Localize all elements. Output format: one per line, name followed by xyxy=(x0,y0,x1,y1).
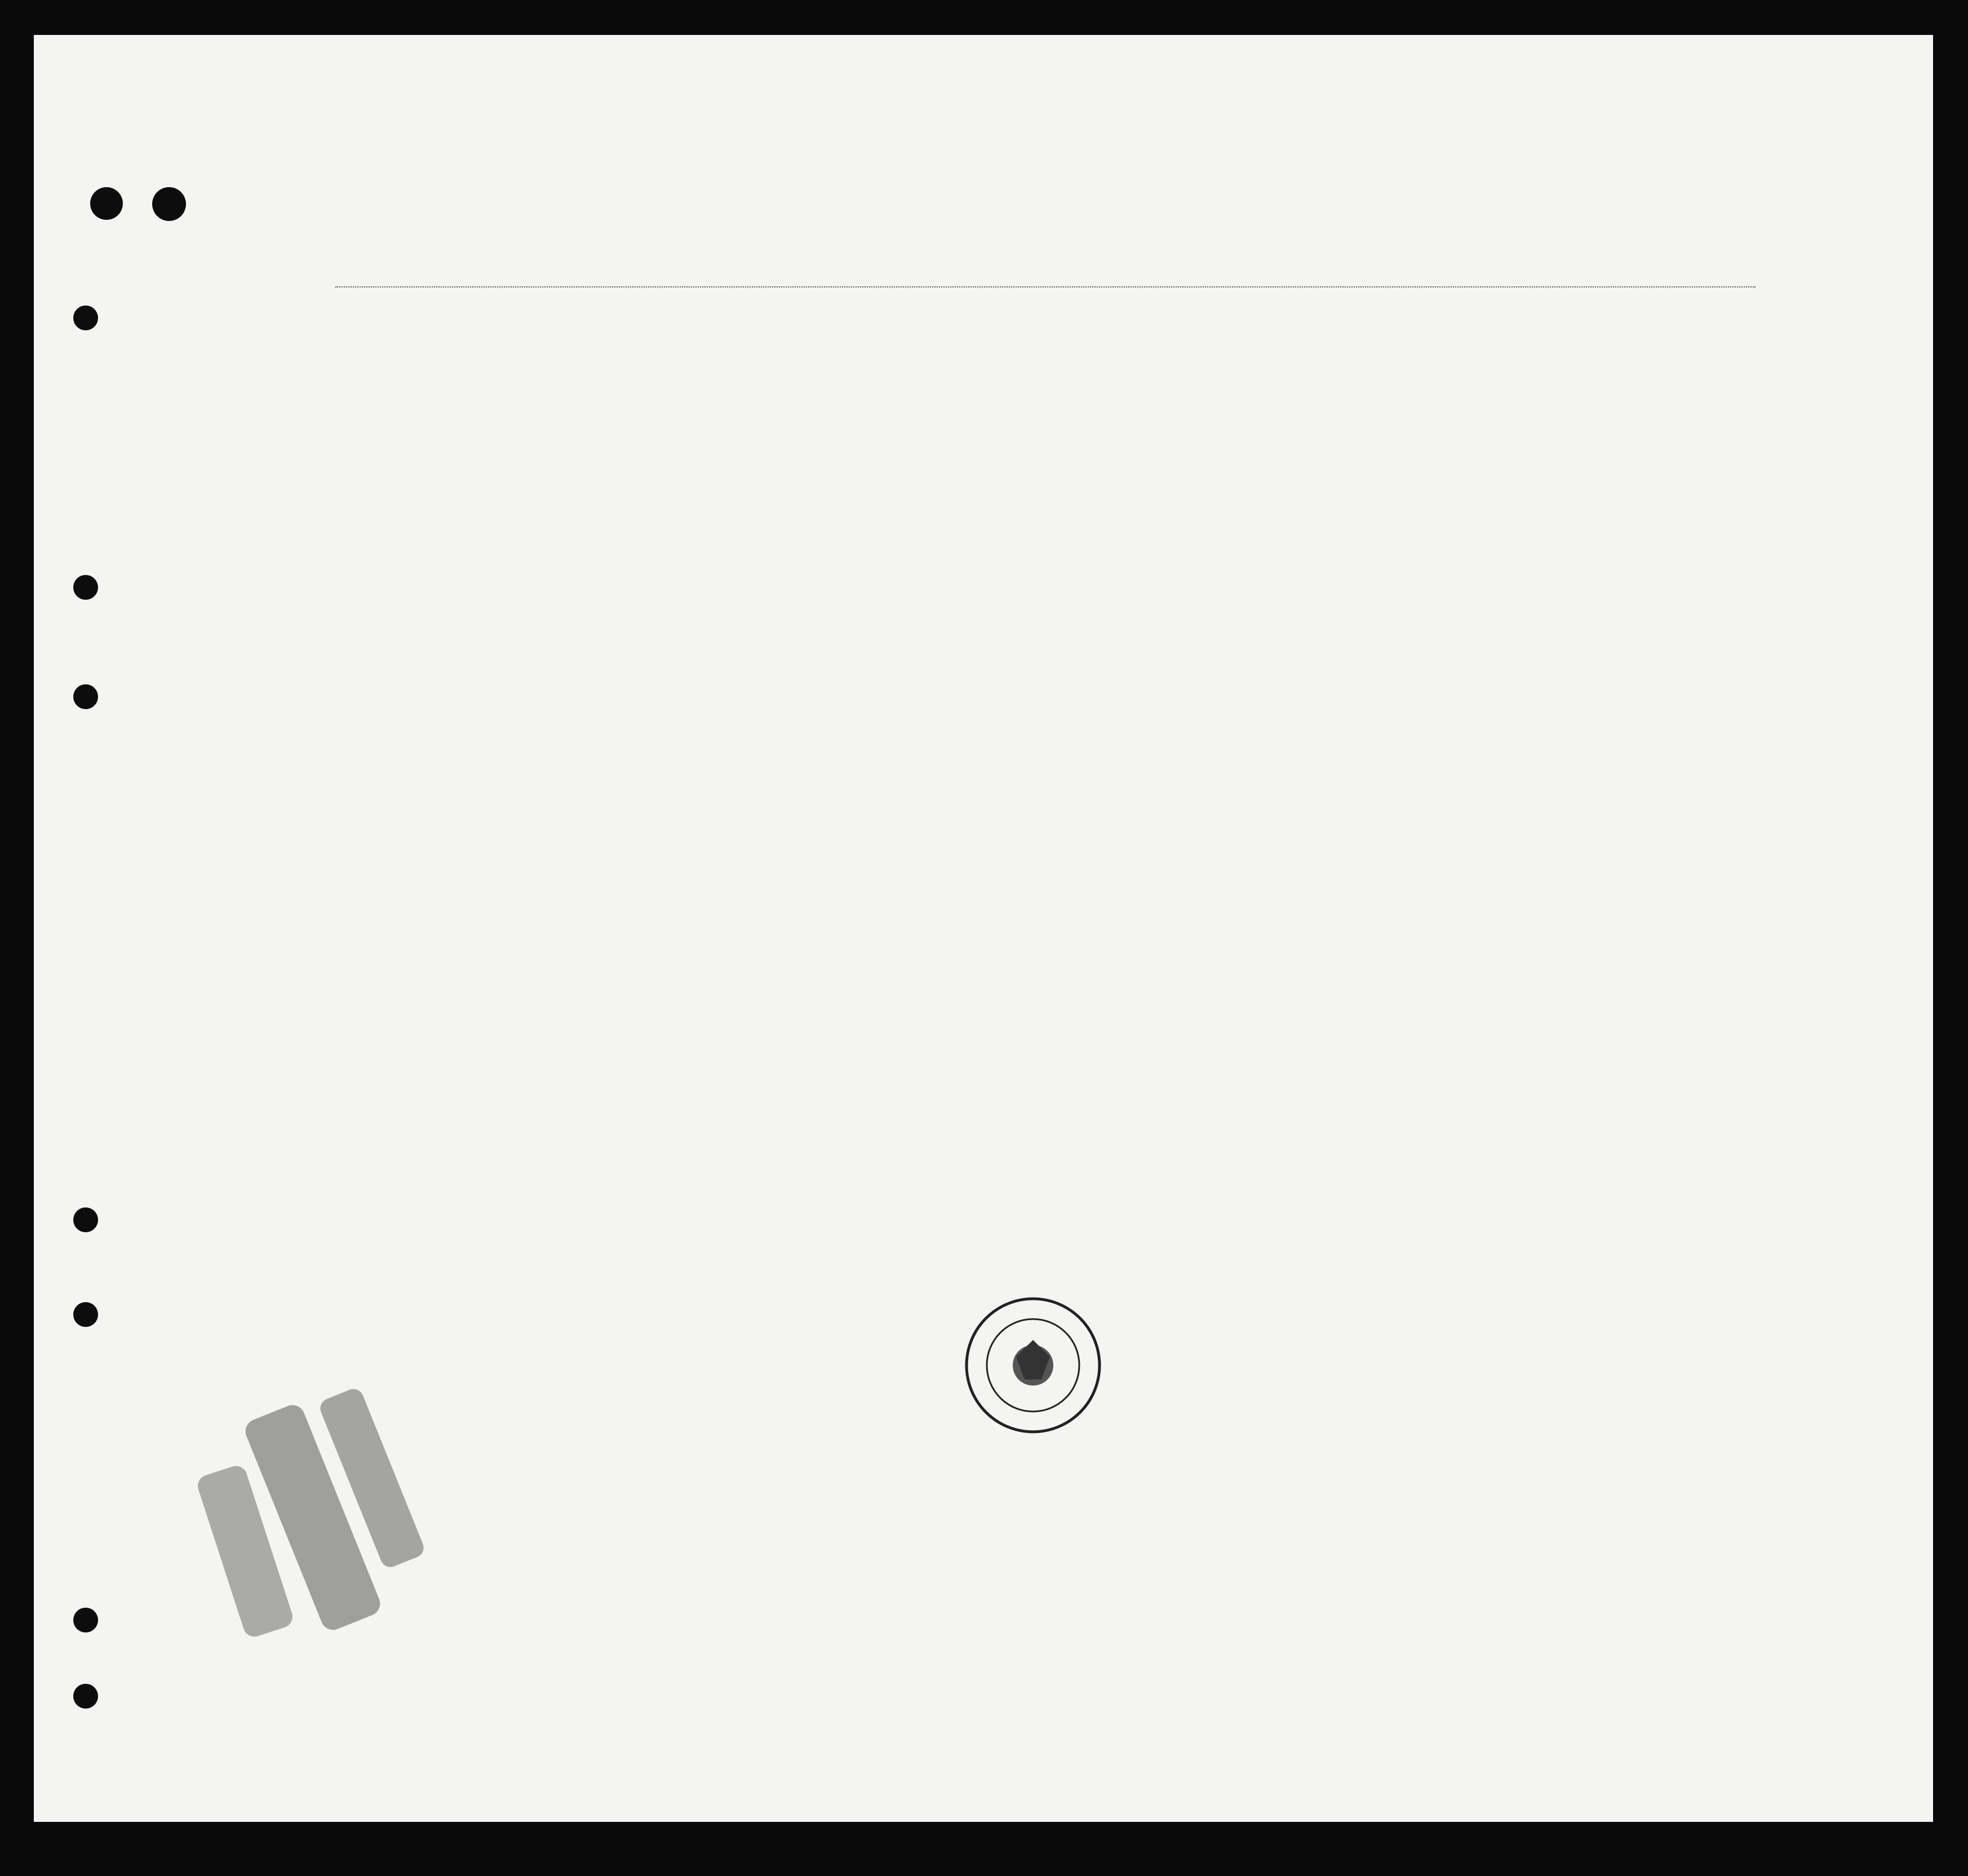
embassy-seal xyxy=(963,1295,1103,1436)
manifest-sheet xyxy=(34,35,1933,1822)
